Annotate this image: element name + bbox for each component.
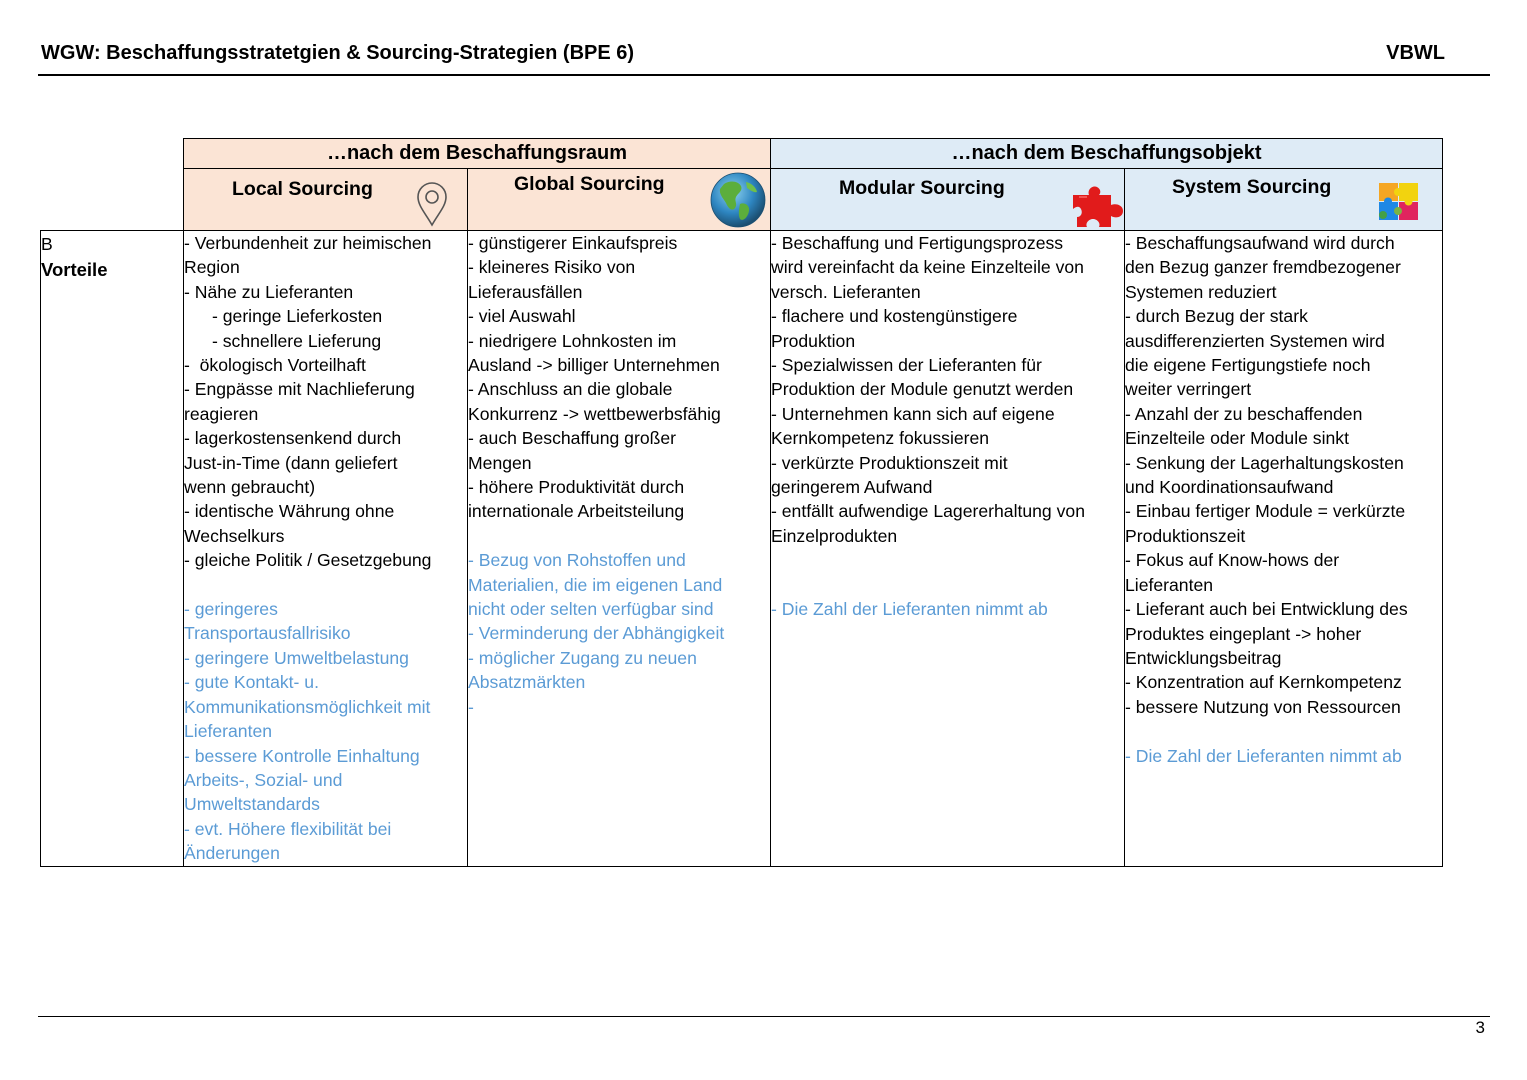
cell-line: wenn gebraucht): [184, 477, 316, 498]
cell-line-highlight: -: [468, 696, 474, 717]
column-header-modular: [771, 169, 1125, 231]
cell-line: geringerem Aufwand: [771, 477, 933, 498]
subject-label: VBWL: [1386, 42, 1445, 64]
cell-line-highlight: Absatzmärkten: [468, 672, 586, 693]
cell-line: Kernkompetenz fokussieren: [771, 428, 990, 449]
globe-icon: [710, 172, 766, 234]
cell-line: - flachere und kostengünstigere: [771, 306, 1018, 327]
cell-line: den Bezug ganzer fremdbezogener: [1125, 257, 1401, 278]
cell-line: - geringe Lieferkosten: [212, 306, 383, 327]
cell-line: - Beschaffungsaufwand wird durch: [1125, 233, 1395, 253]
cell-line: - Einbau fertiger Module = verkürzte: [1125, 501, 1406, 522]
cell-system-black: [1125, 231, 1442, 719]
cell-line: internationale Arbeitsteilung: [468, 501, 685, 522]
cell-line: - gleiche Politik / Gesetzgebung: [184, 550, 432, 571]
row-letter: B: [41, 234, 53, 254]
cell-line-highlight: - möglicher Zugang zu neuen: [468, 647, 697, 668]
group-header-beschaffungsobjekt: …nach dem Beschaffungsobjekt: [771, 139, 1443, 169]
cell-system: [1125, 231, 1443, 867]
cell-line: - Beschaffung und Fertigungsprozess: [771, 233, 1064, 253]
cell-line: Mengen: [468, 452, 532, 473]
cell-line: Produktes eingeplant -> hoher: [1125, 623, 1362, 644]
cell-line-highlight: Umweltstandards: [184, 794, 320, 815]
table-corner: [41, 139, 184, 231]
footer-rule: [38, 1016, 1490, 1017]
cell-line: Region: [184, 257, 240, 278]
cell-line: Wechselkurs: [184, 525, 285, 546]
cell-line: - Engpässe mit Nachlieferung: [184, 379, 415, 400]
cell-line: - niedrigere Lohnkosten im: [468, 330, 677, 351]
cell-line-highlight: - Die Zahl der Lieferanten nimmt ab: [1125, 745, 1402, 766]
column-header-local: [184, 169, 468, 231]
cell-line-highlight: Transportausfallrisiko: [184, 623, 351, 644]
cell-line: wird vereinfacht da keine Einzelteile von: [771, 257, 1084, 278]
cell-line-highlight: Kommunikationsmöglichkeit mit: [184, 696, 431, 717]
cell-line: - lagerkostensenkend durch: [184, 428, 402, 449]
cell-line-highlight: Materialien, die im eigenen Land: [468, 574, 723, 595]
cell-modular: [771, 231, 1125, 867]
cell-line: - bessere Nutzung von Ressourcen: [1125, 696, 1401, 717]
cell-line: Produktion: [771, 330, 856, 351]
sourcing-table: [40, 138, 1443, 867]
cell-line: - Verbundenheit zur heimischen: [184, 233, 432, 253]
document-title: WGW: Beschaffungsstratetgien & Sourcing-Strategien (BPE 6): [41, 42, 635, 64]
cell-line: - ökologisch Vorteilhaft: [184, 355, 366, 376]
cell-line: - Unternehmen kann sich auf eigene: [771, 403, 1055, 424]
cell-line: - schnellere Lieferung: [212, 330, 382, 351]
cell-line: - identische Währung ohne: [184, 501, 395, 522]
cell-line: - entfällt aufwendige Lagererhaltung von: [771, 501, 1085, 522]
column-title-global: Global Sourcing: [514, 173, 665, 195]
cell-line: ausdifferenzierten Systemen wird: [1125, 330, 1385, 351]
map-pin-icon: [415, 181, 449, 233]
cell-line: Entwicklungsbeitrag: [1125, 647, 1282, 668]
cell-line-highlight: - geringere Umweltbelastung: [184, 647, 409, 668]
group-header-beschaffungsraum: …nach dem Beschaffungsraum: [184, 139, 771, 169]
cell-line-highlight: nicht oder selten verfügbar sind: [468, 599, 714, 620]
cell-line: Just-in-Time (dann geliefert: [184, 452, 398, 473]
cell-line: - Anschluss an die globale: [468, 379, 673, 400]
cell-line: die eigene Fertigungstiefe noch: [1125, 355, 1371, 376]
cell-modular-blue: [771, 597, 1124, 621]
cell-line: Einzelteile oder Module sinkt: [1125, 428, 1349, 449]
column-title-system: System Sourcing: [1172, 176, 1332, 198]
cell-line: Lieferausfällen: [468, 281, 583, 302]
cell-line: - verkürzte Produktionszeit mit: [771, 452, 1008, 473]
cell-line: - Spezialwissen der Lieferanten für: [771, 355, 1042, 376]
row-label-vorteile: [41, 231, 184, 867]
cell-line: - durch Bezug der stark: [1125, 306, 1308, 327]
cell-modular-black: [771, 231, 1124, 548]
cell-line: - Nähe zu Lieferanten: [184, 281, 354, 302]
cell-line-highlight: - Die Zahl der Lieferanten nimmt ab: [771, 599, 1048, 620]
cell-line: - viel Auswahl: [468, 306, 576, 327]
cell-line: versch. Lieferanten: [771, 281, 921, 302]
page-number: 3: [1475, 1018, 1485, 1037]
cell-line: - günstigerer Einkaufspreis: [468, 233, 678, 253]
row-title: Vorteile: [41, 259, 108, 280]
cell-line: Ausland -> billiger Unternehmen: [468, 355, 720, 376]
cell-line-highlight: Arbeits-, Sozial- und: [184, 769, 343, 790]
cell-line: - Lieferant auch bei Entwicklung des: [1125, 599, 1408, 620]
cell-line: - auch Beschaffung großer: [468, 428, 676, 449]
cell-line: Lieferanten: [1125, 574, 1214, 595]
cell-line: - Senkung der Lagerhaltungskosten: [1125, 452, 1404, 473]
column-header-system: [1125, 169, 1443, 231]
cell-line: - kleineres Risiko von: [468, 257, 636, 278]
cell-line-highlight: Änderungen: [184, 843, 280, 864]
cell-line-highlight: - bessere Kontrolle Einhaltung: [184, 745, 420, 766]
cell-line: Produktion der Module genutzt werden: [771, 379, 1074, 400]
cell-line: Systemen reduziert: [1125, 281, 1277, 302]
column-title-local: Local Sourcing: [232, 178, 373, 200]
cell-global-black: [468, 231, 770, 524]
cell-line-highlight: - Verminderung der Abhängigkeit: [468, 623, 725, 644]
cell-line-highlight: - geringeres: [184, 599, 278, 620]
cell-line: - Anzahl der zu beschaffenden: [1125, 403, 1363, 424]
cell-line: - höhere Produktivität durch: [468, 477, 685, 498]
header-rule: [38, 74, 1490, 76]
cell-global: [468, 231, 771, 867]
cell-line-highlight: - gute Kontakt- u.: [184, 672, 319, 693]
column-title-modular: Modular Sourcing: [839, 177, 1005, 199]
cell-line-highlight: - evt. Höhere flexibilität bei: [184, 818, 392, 839]
cell-global-blue: [468, 548, 770, 719]
cell-line: - Fokus auf Know-hows der: [1125, 550, 1340, 571]
cell-local-blue: [184, 597, 467, 865]
cell-line: Einzelprodukten: [771, 525, 898, 546]
cell-local-black: [184, 231, 467, 573]
cell-system-blue: [1125, 744, 1442, 768]
cell-line: - Konzentration auf Kernkompetenz: [1125, 672, 1402, 693]
cell-line: Produktionszeit: [1125, 525, 1246, 546]
cell-line: und Koordinationsaufwand: [1125, 477, 1334, 498]
puzzle-piece-icon: [1073, 185, 1125, 235]
cell-line: weiter verringert: [1125, 379, 1252, 400]
cell-local: [184, 231, 468, 867]
colored-puzzle-icon: [1377, 181, 1421, 229]
cell-line-highlight: - Bezug von Rohstoffen und: [468, 550, 686, 571]
cell-line: Konkurrenz -> wettbewerbsfähig: [468, 403, 721, 424]
cell-line-highlight: Lieferanten: [184, 721, 273, 742]
cell-line: reagieren: [184, 403, 259, 424]
column-header-global: [468, 169, 771, 231]
